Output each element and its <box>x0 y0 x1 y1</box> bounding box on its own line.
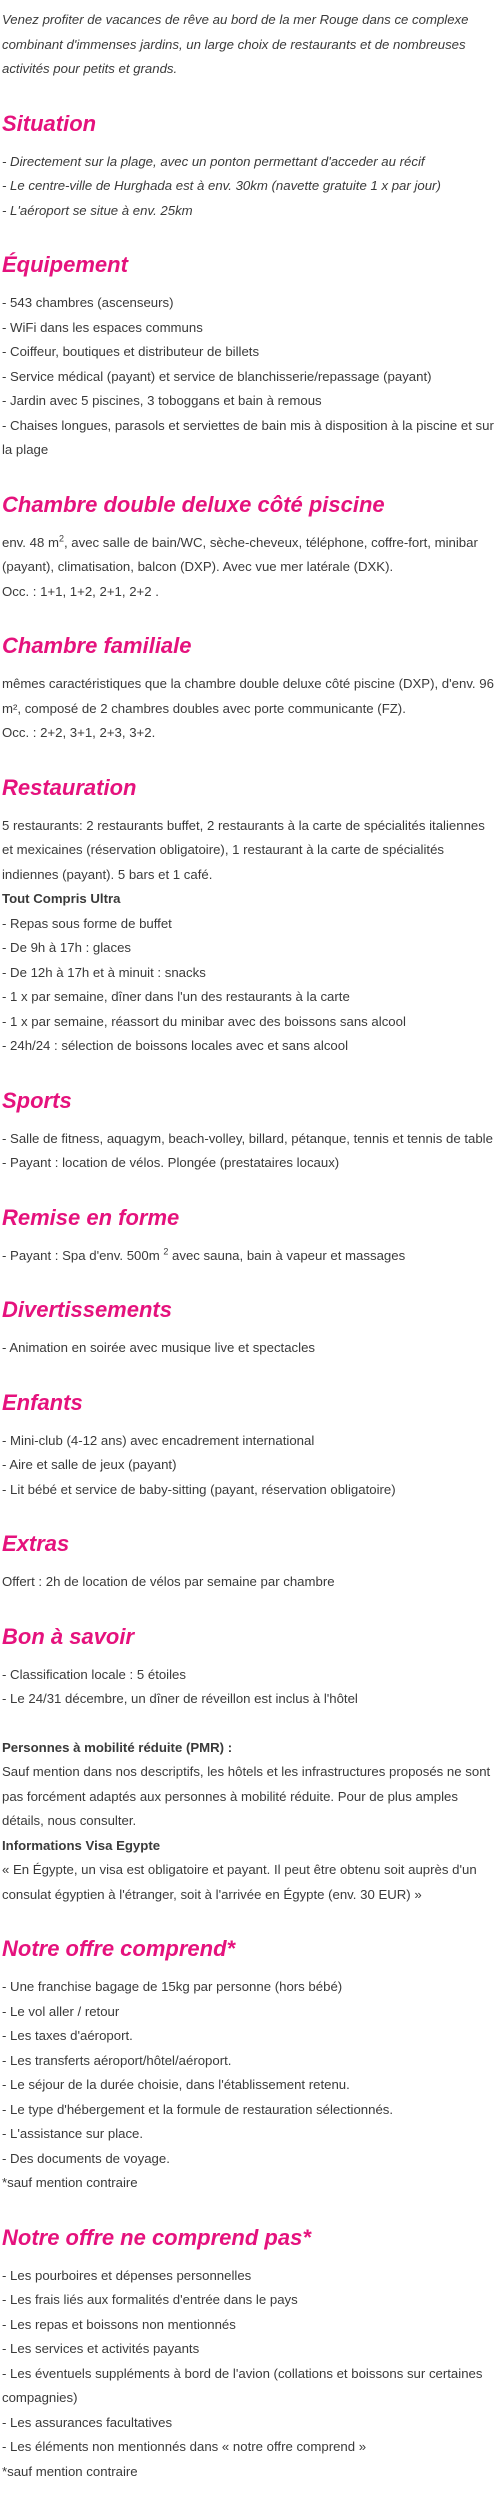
section-title-offre-comprend: Notre offre comprend* <box>2 1936 236 1961</box>
list-item: - Aire et salle de jeux (payant) <box>2 1457 177 1472</box>
list-item: - Le centre-ville de Hurghada est à env. 30km (navette gratuite 1 x par jour) <box>2 178 441 193</box>
section-divertissements <box>2 1295 496 1361</box>
list-item: - Une franchise bagage de 15kg par personne (hors bébé) <box>2 1979 343 1994</box>
list-item: - Payant : location de vélos. Plongée (prestataires locaux) <box>2 1155 340 1170</box>
superscript: 2 <box>163 1246 169 1257</box>
section-title-situation: Situation <box>2 110 97 136</box>
spa-text: - Payant : Spa d'env. 500m <box>2 1247 164 1263</box>
section-title-equipement: Équipement <box>2 252 128 277</box>
section-offre-ne-comprend <box>2 2223 496 2485</box>
section-title-restauration: Restauration <box>2 774 137 800</box>
footnote: *sauf mention contraire <box>2 2175 138 2190</box>
list-item: - Repas sous forme de buffet <box>2 915 172 931</box>
list-item: - Lit bébé et service de baby-sitting (payant, réservation obligatoire) <box>2 1481 396 1497</box>
room-occupancy: Occ. : 1+1, 1+2, 2+1, 2+2 . <box>2 583 159 599</box>
section-title-divertissements: Divertissements <box>2 1297 172 1322</box>
list-item: - 1 x par semaine, dîner dans l'un des restaurants à la carte <box>2 989 350 1004</box>
list-item: - Les assurances facultatives <box>2 2414 173 2430</box>
restaurant-description: 5 restaurants: 2 restaurants buffet, 2 restaurants à la carte de spécialités italiennes et mexicaines (réservation obligatoire), 1 restaurant à la carte de spécialités indiennes (payant). 5 bars et 1 café. <box>2 817 485 882</box>
list-item: - De 9h à 17h : glaces <box>2 940 132 955</box>
visa-text: « En Égypte, un visa est obligatoire et payant. Il peut être obtenu soit auprès d'un consulat égyptien à l'étranger, soit à l'arrivée en Égypte (env. 30 EUR) » <box>2 1862 477 1902</box>
section-offre-comprend <box>2 1934 496 2196</box>
section-remise-en-forme <box>2 1203 496 1269</box>
section-bon-a-savoir <box>2 1622 496 1908</box>
section-extras <box>2 1529 496 1595</box>
superscript: 2 <box>58 533 64 544</box>
list-item: - Mini-club (4-12 ans) avec encadrement international <box>2 1432 315 1448</box>
formula-subtitle: Tout Compris Ultra <box>2 891 121 906</box>
list-item <box>2 1244 496 1269</box>
list-item: - Le type d'hébergement et la formule de restauration sélectionnés. <box>2 2101 394 2117</box>
list-item: - Service médical (payant) et service de blanchisserie/repassage (payant) <box>2 368 432 384</box>
list-item: - Chaises longues, parasols et serviettes de bain mis à disposition à la piscine et sur la plage <box>2 417 494 457</box>
list-item: - Les services et activités payants <box>2 2341 200 2356</box>
room-size-text: env. 48 m <box>2 534 59 550</box>
section-title-bon-a-savoir: Bon à savoir <box>2 1623 135 1649</box>
extras-text: Offert : 2h de location de vélos par semaine par chambre <box>2 1574 335 1589</box>
list-item: - Les éléments non mentionnés dans « notre offre comprend » <box>2 2439 367 2454</box>
list-item: - Jardin avec 5 piscines, 3 toboggans et bain à remous <box>2 393 322 408</box>
footnote: *sauf mention contraire <box>2 2463 138 2479</box>
list-item: - Les frais liés aux formalités d'entrée dans le pays <box>2 2292 298 2307</box>
room-features-text: , avec salle de bain/WC, sèche-cheveux, téléphone, coffre-fort, minibar (payant), climatisation, balcon (DXP). Avec vue mer latérale (DXK). <box>2 534 478 574</box>
section-chambre-double <box>2 490 496 605</box>
pmr-text: Sauf mention dans nos descriptifs, les hôtels et les infrastructures proposés ne sont pas forcément adaptés aux personnes à mobilité réduite. Pour de plus amples détails, nous consulter. <box>2 1764 491 1828</box>
list-item: - Des documents de voyage. <box>2 2150 170 2166</box>
list-item: - Les taxes d'aéroport. <box>2 2028 133 2043</box>
list-item: - Coiffeur, boutiques et distributeur de billets <box>2 344 260 359</box>
list-item: - Salle de fitness, aquagym, beach-volley, billard, pétanque, tennis et tennis de table <box>2 1130 493 1146</box>
list-item: - Animation en soirée avec musique live et spectacles <box>2 1340 315 1355</box>
visa-title: Informations Visa Egypte <box>2 1837 161 1853</box>
section-title-offre-ne-comprend: Notre offre ne comprend pas* <box>2 2224 311 2250</box>
list-item: - 1 x par semaine, réassort du minibar avec des boissons sans alcool <box>2 1013 406 1029</box>
list-item: - Le vol aller / retour <box>2 2003 120 2019</box>
room-description <box>2 531 496 580</box>
section-equipement <box>2 250 496 463</box>
list-item: - Le 24/31 décembre, un dîner de réveillon est inclus à l'hôtel <box>2 1691 358 1706</box>
section-enfants <box>2 1388 496 1503</box>
list-item: - 543 chambres (ascenseurs) <box>2 295 174 310</box>
room-occupancy: Occ. : 2+2, 3+1, 2+3, 3+2. <box>2 725 156 740</box>
section-title-chambre-familiale: Chambre familiale <box>2 633 192 658</box>
intro-text: Venez profiter de vacances de rêve au bord de la mer Rouge dans ce complexe combinant d'immenses jardins, un large choix de restaurants et de nombreuses activités pour petits et grands. <box>2 12 469 76</box>
list-item: - De 12h à 17h et à minuit : snacks <box>2 964 206 980</box>
list-item: - Classification locale : 5 étoiles <box>2 1666 186 1682</box>
room-description: mêmes caractéristiques que la chambre double deluxe côté piscine (DXP), d'env. 96 m², composé de 2 chambres doubles avec porte communicante (FZ). <box>2 676 494 716</box>
section-title-enfants: Enfants <box>2 1389 83 1415</box>
list-item: - Le séjour de la durée choisie, dans l'établissement retenu. <box>2 2077 350 2092</box>
list-item: - WiFi dans les espaces communs <box>2 319 203 335</box>
list-item: - L'assistance sur place. <box>2 2126 144 2141</box>
section-title-chambre-double: Chambre double deluxe côté piscine <box>2 491 385 517</box>
list-item: - Les pourboires et dépenses personnelles <box>2 2267 252 2283</box>
section-title-remise-en-forme: Remise en forme <box>2 1204 180 1230</box>
list-item: - L'aéroport se situe à env. 25km <box>2 202 193 218</box>
section-title-sports: Sports <box>2 1087 72 1113</box>
list-item: - 24h/24 : sélection de boissons locales avec et sans alcool <box>2 1038 349 1053</box>
pmr-title: Personnes à mobilité réduite (PMR) : <box>2 1739 233 1755</box>
section-sports <box>2 1086 496 1176</box>
list-item: - Les transferts aéroport/hôtel/aéroport. <box>2 2052 232 2068</box>
section-chambre-familiale <box>2 631 496 746</box>
list-item: - Directement sur la plage, avec un ponton permettant d'acceder au récif <box>2 153 425 169</box>
section-title-extras: Extras <box>2 1531 70 1556</box>
list-item: - Les repas et boissons non mentionnés <box>2 2316 236 2332</box>
section-restauration <box>2 773 496 1059</box>
section-situation <box>2 109 496 224</box>
list-item: - Les éventuels suppléments à bord de l'avion (collations et boissons sur certaines compagnies) <box>2 2365 483 2405</box>
spa-features-text: avec sauna, bain à vapeur et massages <box>168 1247 406 1263</box>
